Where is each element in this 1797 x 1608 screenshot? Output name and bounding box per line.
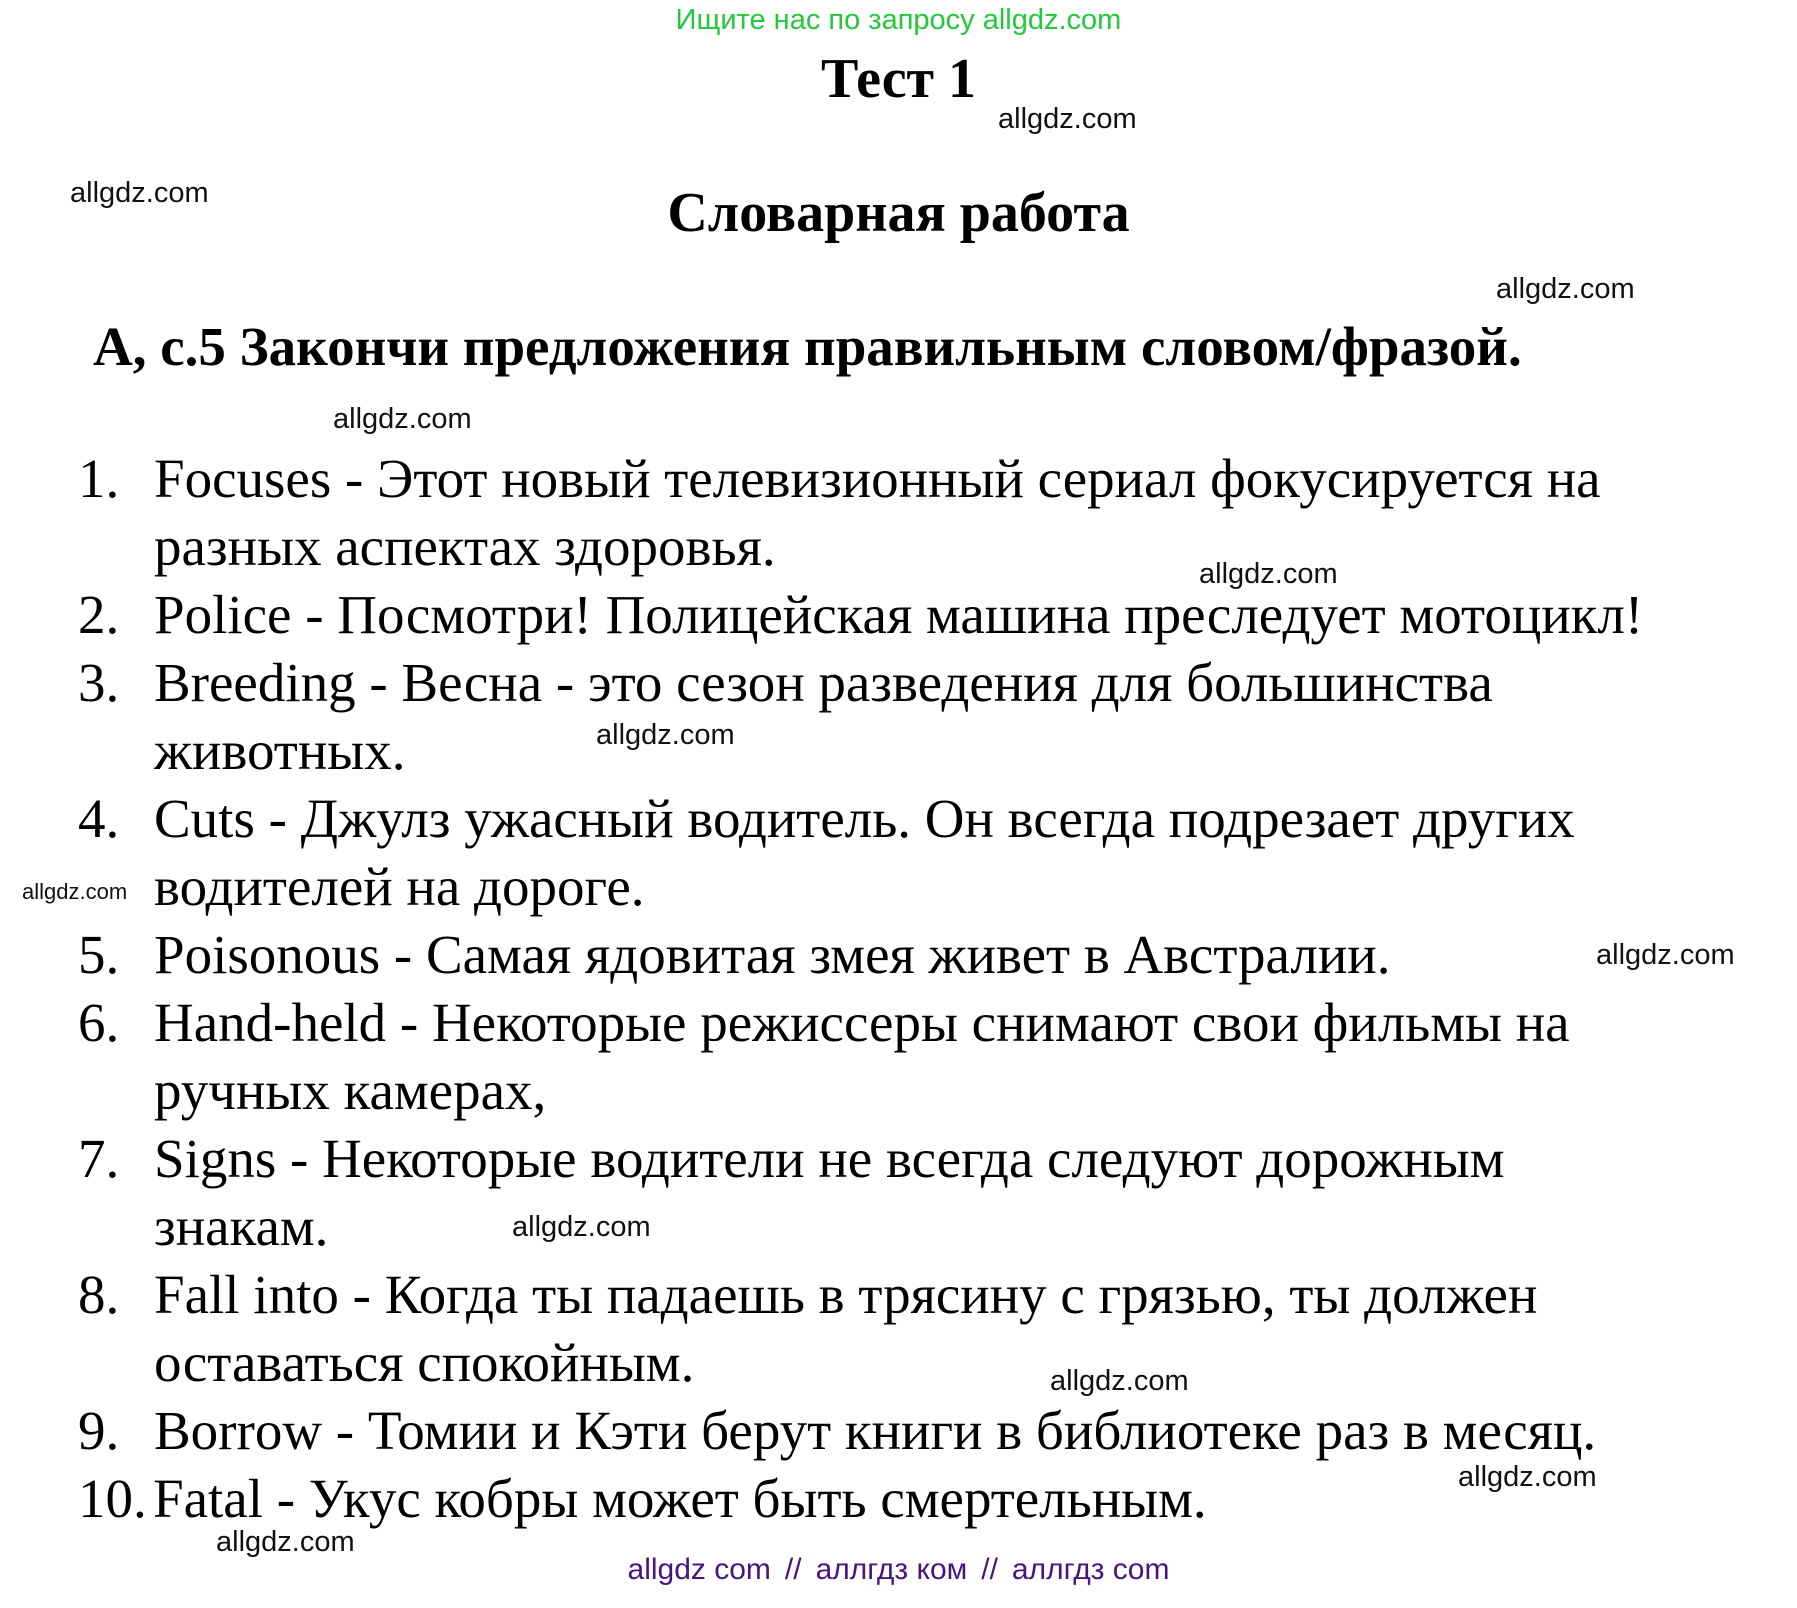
answer-text-line: Hand-held - Некоторые режиссеры снимают свои фильмы на	[154, 992, 1570, 1053]
answer-text-line: Signs - Некоторые водители не всегда следуют дорожным	[154, 1128, 1505, 1189]
answer-number: 10.	[78, 1468, 147, 1529]
watermark: allgdz.com	[70, 177, 209, 209]
answer-text-line: животных.	[154, 720, 406, 781]
section-title: Словарная работа	[667, 182, 1130, 244]
footer-watermark	[0, 1552, 1797, 1588]
page-title: Тест 1	[820, 48, 977, 110]
answer-text-line: знакам.	[154, 1196, 329, 1257]
answer-text-line: Fall into - Когда ты падаешь в трясину с грязью, ты должен	[154, 1264, 1538, 1325]
footer-text: аллгдз com	[1011, 1553, 1170, 1586]
answer-item	[0, 649, 1754, 785]
answer-text-line: Breeding - Весна - это сезон разведения для большинства	[154, 652, 1493, 713]
answer-text-line: Focuses - Этот новый телевизионный сериал фокусируется на	[154, 448, 1601, 509]
answer-number: 6.	[78, 992, 120, 1053]
watermark: allgdz.com	[1050, 1365, 1189, 1397]
watermark: allgdz.com	[596, 719, 735, 751]
answer-number: 4.	[78, 788, 120, 849]
watermark: allgdz.com	[1596, 939, 1735, 971]
watermark: allgdz.com	[998, 103, 1137, 135]
answer-number: 9.	[78, 1400, 120, 1461]
watermark: allgdz.com	[512, 1211, 651, 1243]
watermark: allgdz.com	[1199, 558, 1338, 590]
answer-item	[0, 921, 1754, 989]
answer-number: 7.	[78, 1128, 120, 1189]
footer-separator: //	[981, 1553, 998, 1586]
answer-text-line: Police - Посмотри! Полицейская машина преследует мотоцикл!	[154, 584, 1644, 645]
search-banner: Ищите нас по запросу allgdz.com	[675, 4, 1122, 36]
answer-text-line: водителей на дороге.	[154, 856, 645, 917]
answer-text-line: ручных камерах,	[154, 1060, 547, 1121]
answer-number: 2.	[78, 584, 120, 645]
answer-item	[0, 1397, 1754, 1465]
answer-number: 3.	[78, 652, 120, 713]
answer-item	[0, 785, 1754, 921]
answer-text-line: Fatal - Укус кобры может быть смертельным.	[153, 1468, 1207, 1529]
answer-item	[0, 1125, 1754, 1261]
watermark: allgdz.com	[333, 403, 472, 435]
answer-item	[0, 445, 1754, 581]
task-instruction: A, с.5 Закончи предложения правильным словом/фразой.	[93, 316, 1522, 377]
answer-number: 1.	[78, 448, 120, 509]
answer-text-line: разных аспектах здоровья.	[154, 516, 776, 577]
watermark: allgdz.com	[216, 1526, 355, 1558]
answer-item	[0, 989, 1754, 1125]
footer-text: аллгдз ком	[815, 1553, 968, 1586]
watermark: allgdz.com	[1496, 273, 1635, 305]
answer-item	[0, 1261, 1754, 1397]
answer-text-line: оставаться спокойным.	[154, 1332, 695, 1393]
footer-text: allgdz com	[627, 1553, 771, 1586]
answer-text-line: Poisonous - Самая ядовитая змея живет в Австралии.	[154, 924, 1391, 985]
answer-item	[0, 581, 1754, 649]
answer-text-line: Borrow - Томии и Кэти берут книги в библиотеке раз в месяц.	[154, 1400, 1597, 1461]
watermark: allgdz.com	[22, 879, 128, 904]
answer-number: 5.	[78, 924, 120, 985]
answer-text-line: Cuts - Джулз ужасный водитель. Он всегда подрезает других	[154, 788, 1575, 849]
answer-number: 8.	[78, 1264, 120, 1325]
watermark: allgdz.com	[1458, 1461, 1597, 1493]
answer-list	[0, 445, 1797, 1533]
footer-separator: //	[784, 1553, 802, 1586]
